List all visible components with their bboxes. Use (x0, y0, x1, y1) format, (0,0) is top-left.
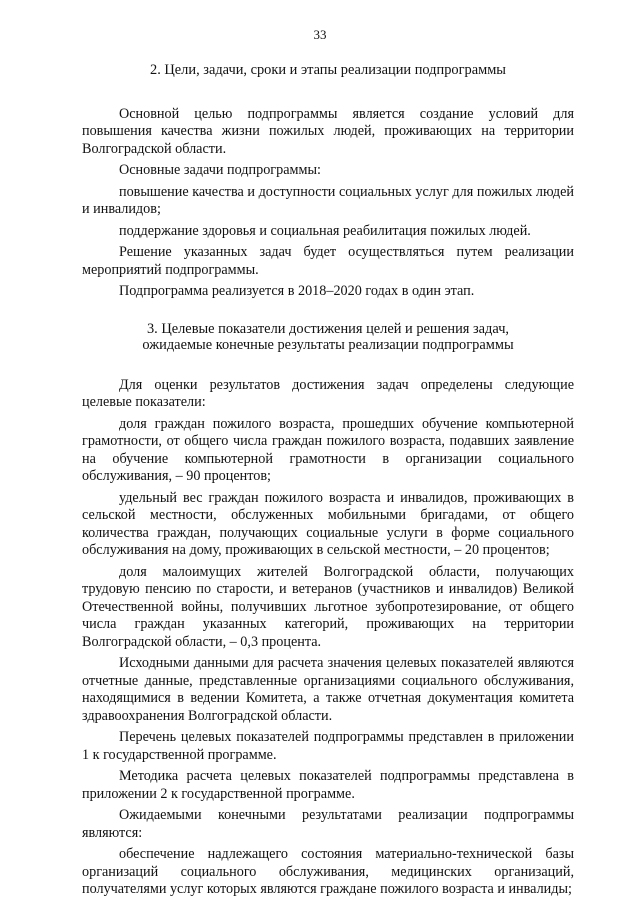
section-2-heading: 2. Цели, задачи, сроки и этапы реализации подпрограммы (150, 62, 506, 78)
paragraph: повышение качества и доступности социальных услуг для пожилых людей и инвалидов; (82, 183, 574, 217)
paragraph: доля граждан пожилого возраста, прошедших обучение компьютерной грамотности, от общего числа граждан пожилого возраста, подавших заявление на обучение компьютерной грамотности в организации социального обслуживания, – 90 процентов; (82, 415, 574, 484)
paragraph: доля малоимущих жителей Волгоградской области, получающих трудовую пенсию по старости, и ветеранов (участников и инвалидов) Великой Отечественной войны, получивших льготное зубопротезирование, от общего числа граждан указанных категорий, проживающих на территории Волгоградской области, – 0,3 процента. (82, 563, 574, 650)
page-body (82, 62, 574, 903)
paragraph: Основной целью подпрограммы является создание условий для повышения качества жизни пожилых людей, проживающих на территории Волгоградской области. (82, 105, 574, 157)
paragraph: Перечень целевых показателей подпрограммы представлен в приложении 1 к государственной программе. (82, 729, 574, 763)
paragraph: удельный вес граждан пожилого возраста и инвалидов, проживающих в сельской местности, обслуженных мобильными бригадами, от общего количества граждан, получающих социальные услуги в форме социального обслуживания на дому, проживающих в сельской местности, – 20 процентов; (82, 489, 574, 558)
paragraph: Для оценки результатов достижения задач определены следующие целевые показатели: (82, 376, 574, 410)
paragraph: поддержание здоровья и социальная реабилитация пожилых людей. (119, 222, 531, 239)
section-3-heading (82, 321, 574, 353)
paragraph: Решение указанных задач будет осуществляться путем реализации мероприятий подпрограммы. (82, 244, 574, 278)
page-number: 33 (313, 27, 327, 42)
paragraph: Подпрограмма реализуется в 2018–2020 годах в один этап. (119, 283, 475, 299)
paragraph: Исходными данными для расчета значения целевых показателей являются отчетные данные, представленные организациями социального обслуживания, находящимися в ведении Комитета, а также отчетная документация комитета здравоохранения Волгоградской области. (82, 655, 574, 724)
section-3-heading-line-2: ожидаемые конечные результаты реализации подпрограммы (142, 336, 514, 353)
paragraph: обеспечение надлежащего состояния материально-технической базы организаций социального обслуживания, медицинских организаций, получателями услуг которых являются граждане пожилого возраста и инвалиды; (82, 846, 574, 897)
paragraph: Методика расчета целевых показателей подпрограммы представлена в приложении 2 к государственной программе. (82, 768, 574, 802)
paragraph: Ожидаемыми конечными результатами реализации подпрограммы являются: (82, 807, 574, 841)
section-3-heading-line-1: 3. Целевые показатели достижения целей и решения задач, (146, 320, 510, 337)
paragraph: Основные задачи подпрограммы: (119, 162, 321, 178)
